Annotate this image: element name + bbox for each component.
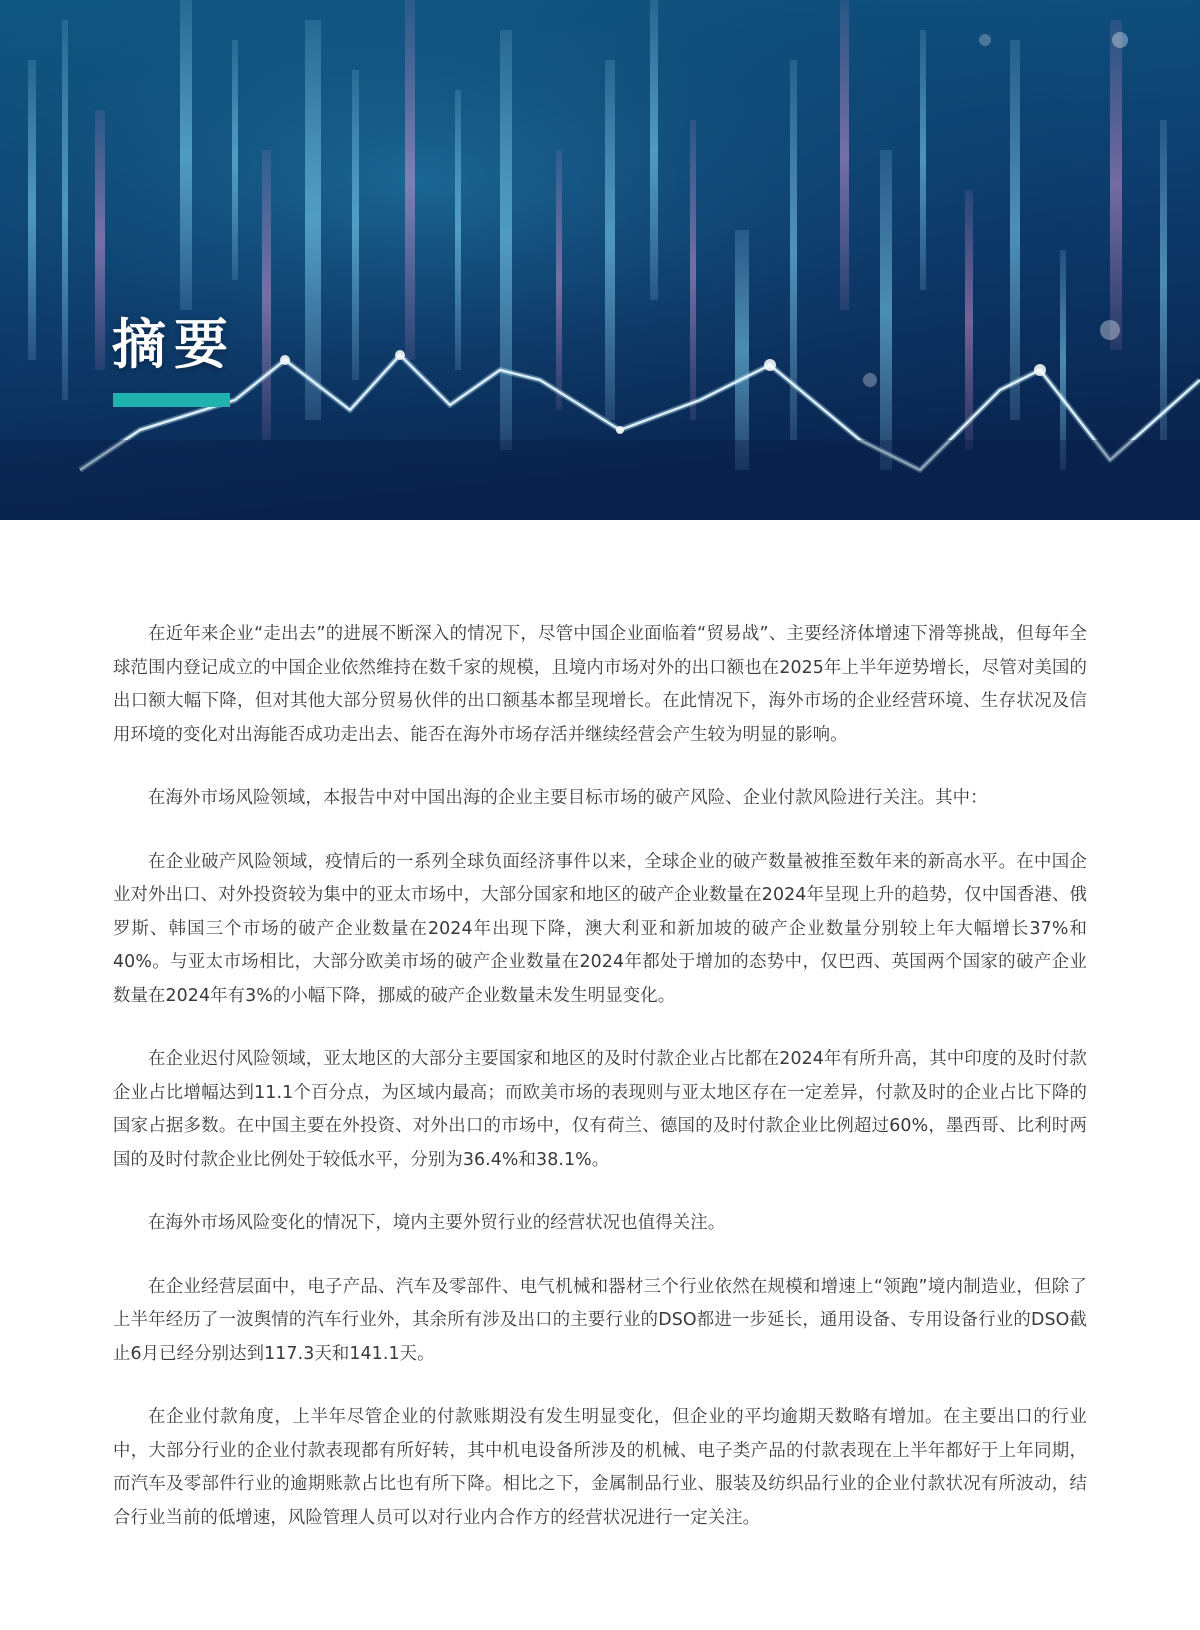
financial-line-chart-background-icon: [0, 0, 1200, 520]
title-accent-bar: [113, 393, 230, 407]
paragraph-4: 在企业迟付风险领域，亚太地区的大部分主要国家和地区的及时付款企业占比都在2024年有所升高，其中印度的及时付款企业占比增幅达到11.1个百分点，为区域内最高；而欧美市场的表现则与亚太地区存在一定差异，付款及时的企业占比下降的国家占据多数。在中国主要在外投资、对外出口的市场中，仅有荷兰、德国的及时付款企业比例超过60%，墨西哥、比利时两国的及时付款企业比例处于较低水平，分别为36.4%和38.1%。: [113, 1049, 1087, 1170]
paragraph-3: 在企业破产风险领域，疫情后的一系列全球负面经济事件以来，全球企业的破产数量被推至数年来的新高水平。在中国企业对外出口、对外投资较为集中的亚太市场中，大部分国家和地区的破产企业数量在2024年呈现上升的趋势，仅中国香港、俄罗斯、韩国三个市场的破产企业数量在2024年出现下降，澳大利亚和新加坡的破产企业数量分别较上年大幅增长37%和40%。与亚太市场相比，大部分欧美市场的破产企业数量在2024年都处于增加的态势中，仅巴西、英国两个国家的破产企业数量在2024年有3%的小幅下降，挪威的破产企业数量未发生明显变化。: [113, 851, 1087, 1006]
page-title: 摘要: [112, 313, 236, 376]
paragraph-1: 在近年来企业“走出去”的进展不断深入的情况下，尽管中国企业面临着“贸易战”、主要经济体增速下滑等挑战，但每年全球范围内登记成立的中国企业依然维持在数千家的规模，且境内市场对外的出口额也在2025年上半年逆势增长，尽管对美国的出口额大幅下降，但对其他大部分贸易伙伴的出口额基本都呈现增长。在此情况下，海外市场的企业经营环境、生存状况及信用环境的变化对出海能否成功走出去、能否在海外市场存活并继续经营会产生较为明显的影响。: [113, 624, 1087, 745]
paragraph-6: 在企业经营层面中，电子产品、汽车及零部件、电气机械和器材三个行业依然在规模和增速上“领跑”境内制造业，但除了上半年经历了一波舆情的汽车行业外，其余所有涉及出口的主要行业的DSO都进一步延长，通用设备、专用设备行业的DSO截止6月已经分别达到117.3天和141.1天。: [113, 1276, 1087, 1364]
paragraph-2: 在海外市场风险领域，本报告中对中国出海的企业主要目标市场的破产风险、企业付款风险进行关注。其中：: [148, 788, 988, 808]
paragraph-7: 在企业付款角度，上半年尽管企业的付款账期没有发生明显变化，但企业的平均逾期天数略有增加。在主要出口的行业中，大部分行业的企业付款表现都有所好转，其中机电设备所涉及的机械、电子类产品的付款表现在上半年都好于上年同期，而汽车及零部件行业的逾期账款占比也有所下降。相比之下，金属制品行业、服装及纺织品行业的企业付款状况有所波动，结合行业当前的低增速，风险管理人员可以对行业内合作方的经营状况进行一定关注。: [113, 1407, 1087, 1528]
header-banner: [0, 0, 1200, 520]
body-text: [113, 618, 1087, 1565]
paragraph-5: 在海外市场风险变化的情况下，境内主要外贸行业的经营状况也值得关注。: [148, 1213, 726, 1233]
